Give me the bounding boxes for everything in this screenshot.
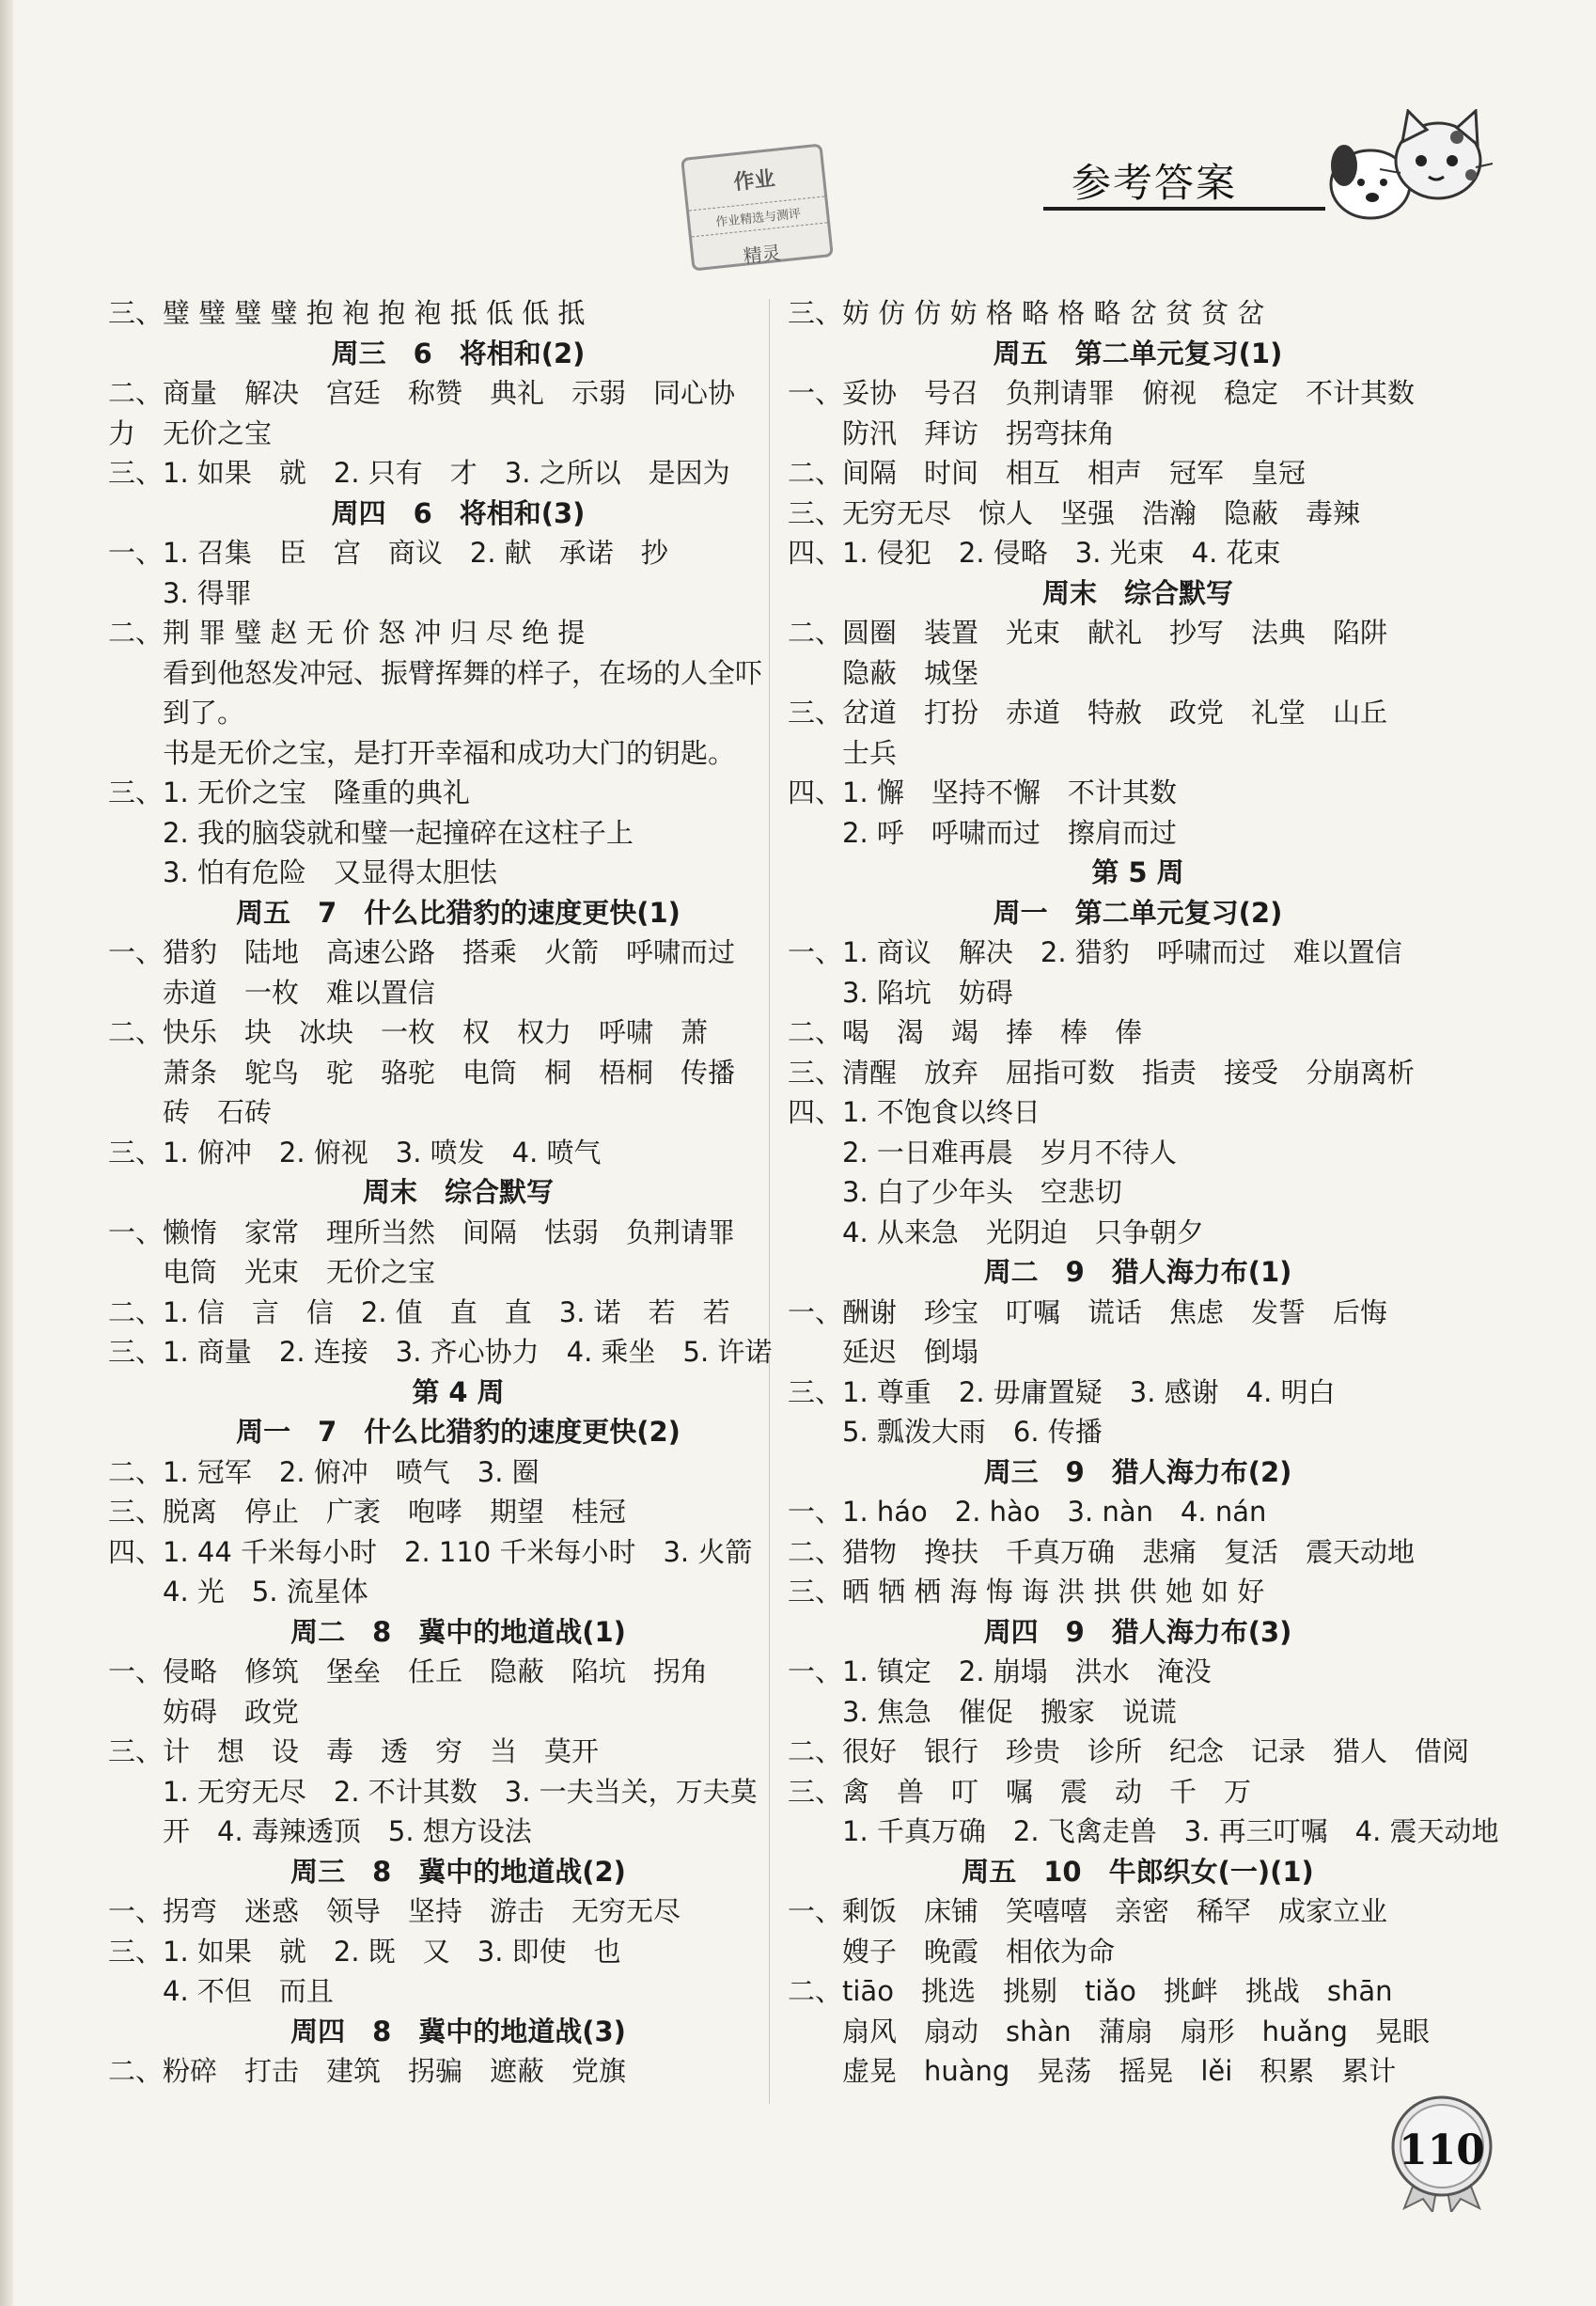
- answer-line: 一、1. 召集 臣 宫 商议 2. 献 承诺 抄: [108, 537, 668, 569]
- answer-line: 一、1. 商议 解决 2. 猎豹 呼啸而过 难以置信: [788, 936, 1402, 968]
- section-heading: 第 4 周: [412, 1375, 505, 1408]
- answer-line: 二、1. 信 言 信 2. 值 直 直 3. 诺 若 若: [108, 1295, 730, 1328]
- answer-line: 3. 得罪: [163, 576, 252, 609]
- answer-line: 一、猎豹 陆地 高速公路 搭乘 火箭 呼啸而过: [108, 936, 736, 968]
- section-heading: 周二 8 冀中的地道战(1): [290, 1615, 626, 1648]
- section-heading: 周一 第二单元复习(2): [993, 896, 1283, 929]
- section-heading: 周四 9 猎人海力布(3): [983, 1615, 1292, 1648]
- answer-line: 三、晒 牺 栖 海 悔 诲 洪 拱 供 她 如 好: [788, 1576, 1265, 1608]
- answer-line: 一、剩饭 床铺 笑嘻嘻 亲密 稀罕 成家立业: [788, 1895, 1388, 1927]
- cat-dog-mascot-icon: [1316, 109, 1494, 231]
- answer-column-left: [108, 293, 808, 2092]
- section-heading: 第 5 周: [1091, 856, 1184, 888]
- answer-line: 砖 石砖: [163, 1096, 273, 1128]
- section-heading: 周一 7 什么比猎豹的速度更快(2): [236, 1416, 681, 1448]
- answer-line: 四、1. 不饱食以终日: [788, 1096, 1041, 1128]
- answer-line: 虚晃 huàng 晃荡 摇晃 lěi 积累 累计: [842, 2055, 1397, 2087]
- answer-line: 3. 白了少年头 空悲切: [842, 1176, 1122, 1208]
- answer-line: 二、1. 冠军 2. 俯冲 喷气 3. 圈: [108, 1455, 540, 1488]
- answer-line: 1. 千真万确 2. 飞禽走兽 3. 再三叮嘱 4. 震天动地: [842, 1815, 1499, 1847]
- section-heading: 周三 6 将相和(2): [331, 337, 586, 369]
- answer-line: 三、1. 无价之宝 隆重的典礼: [108, 777, 470, 808]
- section-heading: 周末 综合默写: [362, 1176, 554, 1208]
- answer-line: 3. 怕有危险 又显得太胆怯: [163, 856, 497, 888]
- answer-line: 4. 光 5. 流星体: [163, 1576, 368, 1608]
- answer-line: 2. 我的脑袋就和璧一起撞碎在这柱子上: [163, 816, 634, 849]
- answer-column-right: [788, 293, 1499, 2092]
- page-title: 参考答案: [1072, 160, 1238, 206]
- answer-line: 二、间隔 时间 相互 相声 冠军 皇冠: [788, 457, 1307, 489]
- answer-line: 看到他怒发冲冠、振臂挥舞的样子，在场的人全吓: [163, 656, 763, 689]
- answer-line: 嫂子 晚霞 相依为命: [842, 1935, 1116, 1968]
- section-heading: 周四 8 冀中的地道战(3): [290, 2015, 626, 2047]
- answer-line: 三、岔道 打扮 赤道 特赦 政党 礼堂 山丘: [788, 697, 1388, 729]
- stamp-middle-text: 作业精选与测评: [689, 196, 827, 237]
- answer-line: 4. 从来急 光阴迫 只争朝夕: [842, 1216, 1204, 1248]
- answer-line: 延迟 倒塌: [842, 1336, 979, 1368]
- answer-line: 士兵: [842, 736, 898, 769]
- answer-line: 三、1. 商量 2. 连接 3. 齐心协力 4. 乘坐 5. 许诺: [108, 1336, 773, 1368]
- answer-line: 2. 呼 呼啸而过 擦肩而过: [842, 816, 1177, 849]
- answer-line: 三、计 想 设 毒 透 穷 当 莫开: [108, 1735, 600, 1767]
- answer-line: 二、荆 罪 璧 赵 无 价 怒 冲 归 尽 绝 提: [108, 617, 586, 649]
- answer-line: 3. 焦急 催促 搬家 说谎: [842, 1695, 1177, 1728]
- section-heading: 周四 6 将相和(3): [331, 496, 586, 529]
- page-number: 110: [1399, 2126, 1485, 2174]
- answer-line: 一、侵略 修筑 堡垒 任丘 隐蔽 陷坑 拐角: [108, 1655, 709, 1687]
- answer-line: 4. 不但 而且: [163, 1975, 334, 2007]
- answer-line: 2. 一日难再晨 岁月不待人: [842, 1136, 1177, 1169]
- answer-line: 三、清醒 放弃 屈指可数 指责 接受 分崩离析: [788, 1056, 1416, 1089]
- section-heading: 周五 10 牛郎织女(一)(1): [962, 1855, 1314, 1888]
- section-heading: 周五 第二单元复习(1): [993, 337, 1283, 369]
- answer-line: 三、禽 兽 叮 嘱 震 动 千 万: [788, 1775, 1252, 1808]
- answer-line: 一、拐弯 迷惑 领导 坚持 游击 无穷无尽: [108, 1895, 681, 1927]
- answer-line: 力 无价之宝: [108, 416, 273, 449]
- answer-line: 到了。: [163, 697, 245, 729]
- answer-line: 三、1. 如果 就 2. 只有 才 3. 之所以 是因为: [108, 457, 730, 489]
- answer-line: 扇风 扇动 shàn 蒲扇 扇形 huǎng 晃眼: [842, 2015, 1430, 2047]
- answer-line: 二、猎物 搀扶 千真万确 悲痛 复活 震天动地: [788, 1535, 1416, 1568]
- stamp-logo: [681, 143, 834, 271]
- answer-line: 一、懒惰 家常 理所当然 间隔 怯弱 负荆请罪: [108, 1216, 736, 1248]
- answer-line: 防汛 拜访 拐弯抹角: [842, 416, 1116, 449]
- answer-line: 四、1. 44 千米每小时 2. 110 千米每小时 3. 火箭: [108, 1535, 753, 1568]
- answer-line: 一、妥协 号召 负荆请罪 俯视 稳定 不计其数: [788, 377, 1416, 409]
- answer-line: 三、1. 如果 就 2. 既 又 3. 即使 也: [108, 1935, 621, 1968]
- answer-line: 二、商量 解决 宫廷 称赞 典礼 示弱 同心协: [108, 377, 736, 409]
- section-heading: 周五 7 什么比猎豹的速度更快(1): [236, 896, 681, 929]
- answer-line: 三、1. 俯冲 2. 俯视 3. 喷发 4. 喷气: [108, 1136, 602, 1169]
- answer-line: 5. 瓢泼大雨 6. 传播: [842, 1416, 1103, 1448]
- answer-line: 电筒 光束 无价之宝: [163, 1256, 436, 1288]
- answer-line: 三、1. 尊重 2. 毋庸置疑 3. 感谢 4. 明白: [788, 1375, 1336, 1408]
- answer-line: 四、1. 懈 坚持不懈 不计其数: [788, 777, 1177, 808]
- answer-line: 1. 无穷无尽 2. 不计其数 3. 一夫当关，万夫莫: [163, 1775, 758, 1808]
- answer-line: 3. 陷坑 妨碍: [842, 976, 1013, 1009]
- answer-line: 二、喝 渴 竭 捧 棒 俸: [788, 1016, 1143, 1048]
- answer-line: 三、脱离 停止 广袤 咆哮 期望 桂冠: [108, 1496, 627, 1528]
- section-heading: 周末 综合默写: [1041, 576, 1233, 609]
- answer-line: 四、1. 侵犯 2. 侵略 3. 光束 4. 花束: [788, 537, 1281, 569]
- answer-line: 妨碍 政党: [163, 1695, 300, 1728]
- answer-line: 二、圆圈 装置 光束 献礼 抄写 法典 陷阱: [788, 617, 1388, 649]
- answer-line: 三、璧 璧 璧 璧 抱 袍 抱 袍 抵 低 低 抵: [108, 297, 586, 329]
- answer-line: 二、快乐 块 冰块 一枚 权 权力 呼啸 萧: [108, 1016, 709, 1048]
- section-heading: 周二 9 猎人海力布(1): [983, 1256, 1292, 1288]
- answer-line: 开 4. 毒辣透顶 5. 想方设法: [163, 1815, 532, 1847]
- answer-line: 隐蔽 城堡: [842, 656, 979, 689]
- answer-line: 一、1. 镇定 2. 崩塌 洪水 淹没: [788, 1655, 1212, 1687]
- answer-line: 书是无价之宝，是打开幸福和成功大门的钥匙。: [163, 736, 736, 769]
- page-binding-edge: [0, 0, 13, 2306]
- answer-line: 三、妨 仿 仿 妨 格 略 格 略 岔 贫 贫 岔: [788, 297, 1265, 329]
- answer-line: 一、1. háo 2. hào 3. nàn 4. nán: [788, 1496, 1267, 1528]
- answer-line: 三、无穷无尽 惊人 坚强 浩瀚 隐蔽 毒辣: [788, 496, 1361, 529]
- title-underline: [1043, 207, 1325, 211]
- page-header: [658, 103, 1523, 273]
- section-heading: 周三 9 猎人海力布(2): [983, 1455, 1292, 1488]
- answer-line: 赤道 一枚 难以置信: [163, 976, 436, 1009]
- answer-line: 二、很好 银行 珍贵 诊所 纪念 记录 猎人 借阅: [788, 1735, 1470, 1767]
- answer-line: 二、粉碎 打击 建筑 拐骗 遮蔽 党旗: [108, 2055, 627, 2087]
- stamp-bottom-text: 精灵: [742, 241, 782, 268]
- answer-line: 一、酬谢 珍宝 叮嘱 谎话 焦虑 发誓 后悔: [788, 1295, 1388, 1328]
- answer-line: 萧条 鸵鸟 驼 骆驼 电筒 桐 梧桐 传播: [163, 1056, 736, 1089]
- section-heading: 周三 8 冀中的地道战(2): [290, 1855, 626, 1888]
- stamp-top-text: 作业: [732, 166, 776, 196]
- answer-line: 二、tiāo 挑选 挑剔 tiǎo 挑衅 挑战 shān: [788, 1975, 1393, 2007]
